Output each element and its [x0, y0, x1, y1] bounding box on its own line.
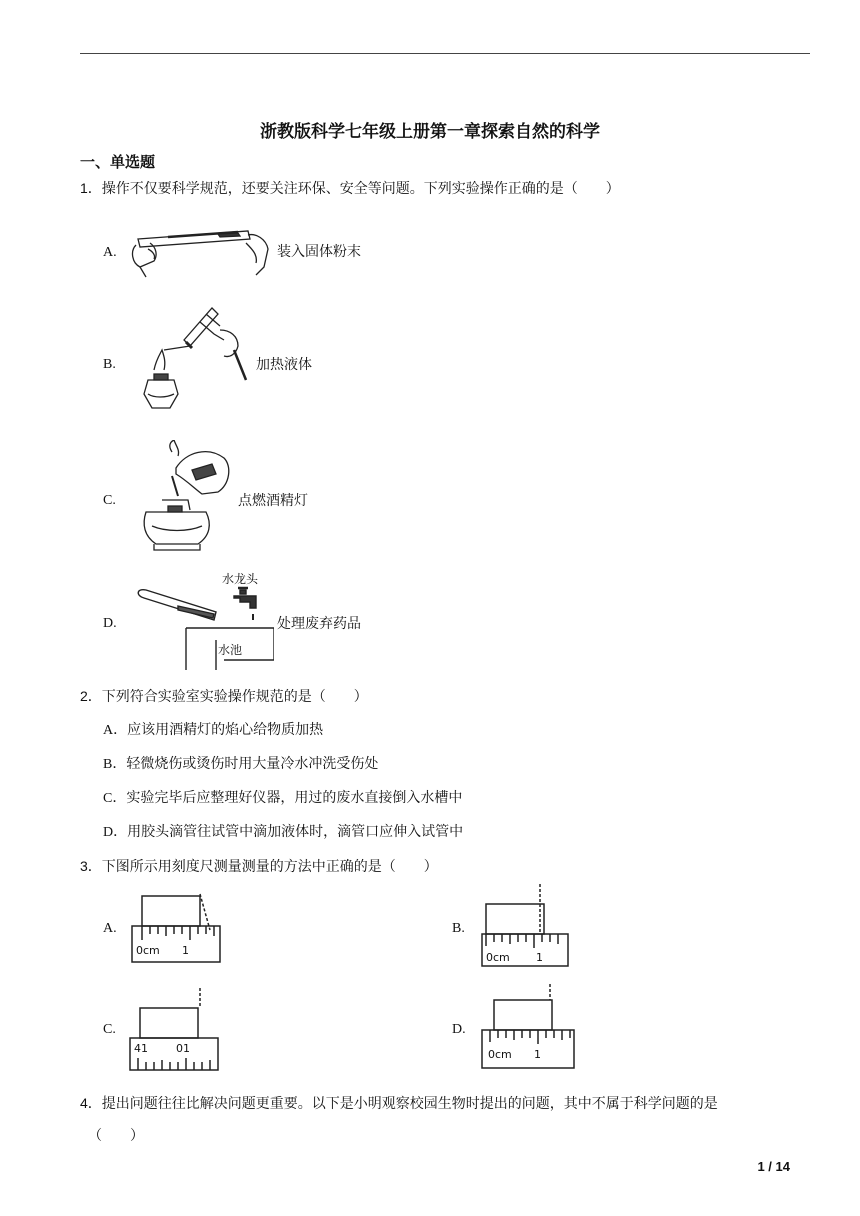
section-heading: 一、单选题	[80, 153, 156, 171]
option-letter: A．	[103, 723, 128, 738]
question-text: 下图所示用刻度尺测量测量的方法中正确的是（ ）	[101, 859, 438, 875]
option-text: 用胶头滴管往试管中滴加液体时，滴管口应伸入试管中	[127, 824, 464, 840]
ruler-mark-label: 1	[536, 951, 543, 964]
question-number: 2．	[80, 688, 102, 704]
ruler-mark-label: 1	[182, 944, 189, 957]
option-letter: A.	[103, 245, 117, 260]
option-text: 轻微烧伤或烫伤时用大量冷水冲洗受伤处	[126, 756, 379, 772]
question-text: 提出问题往往比解决问题更重要。以下是小明观察校园生物时提出的问题，其中不属于科学问题的是	[101, 1096, 718, 1112]
option-text: 实验完毕后应整理好仪器，用过的废水直接倒入水槽中	[126, 790, 463, 806]
option-letter: D.	[103, 616, 117, 631]
ruler-zero-label: 0cm	[488, 1048, 512, 1061]
question-number: 1．	[80, 180, 102, 196]
question-text: 操作不仅要科学规范，还要关注环保、安全等问题。下列实验操作正确的是（ ）	[101, 181, 620, 197]
ruler-mark-label: 1	[534, 1048, 541, 1061]
option-letter: C．	[103, 791, 127, 806]
header-rule	[80, 53, 810, 54]
ruler-option-a-icon	[130, 890, 222, 966]
sink-label: 水池	[218, 643, 243, 657]
option-letter: C.	[103, 493, 116, 508]
option-2a[interactable]	[103, 720, 323, 741]
option-3a[interactable]	[103, 918, 117, 939]
option-3b[interactable]	[452, 918, 465, 939]
option-2c[interactable]	[103, 788, 462, 809]
question-4	[80, 1093, 718, 1114]
option-2b[interactable]	[103, 754, 378, 775]
option-1c[interactable]	[103, 490, 116, 511]
heating-liquid-icon	[134, 300, 254, 415]
option-text: 应该用酒精灯的焰心给物质加热	[127, 722, 324, 738]
option-1b[interactable]	[103, 354, 116, 375]
option-letter: C.	[103, 1022, 116, 1037]
question-number: 4．	[80, 1095, 102, 1111]
test-tube-powder-icon	[128, 215, 276, 279]
option-1d[interactable]	[103, 613, 117, 634]
option-caption: 处理废弃药品	[277, 616, 361, 632]
waste-disposal-icon	[128, 568, 274, 672]
option-2d[interactable]	[103, 822, 463, 843]
question-2	[80, 686, 368, 707]
question-4-paren: （ ）	[88, 1128, 144, 1144]
lighting-alcohol-lamp-icon	[132, 440, 238, 552]
option-3d[interactable]	[452, 1019, 466, 1040]
ruler-zero-label: 0cm	[486, 951, 510, 964]
option-1a[interactable]	[103, 242, 117, 263]
option-letter: D.	[452, 1022, 466, 1037]
ruler-option-c-icon	[128, 988, 220, 1072]
faucet-label: 水龙头	[222, 572, 259, 586]
option-letter: B．	[103, 757, 127, 772]
option-letter: A.	[103, 921, 117, 936]
option-letter: B.	[452, 921, 465, 936]
question-text: 下列符合实验室实验操作规范的是（ ）	[101, 689, 368, 705]
question-1	[80, 178, 620, 199]
page-title: 浙教版科学七年级上册第一章探索自然的科学	[260, 122, 600, 142]
ruler-option-b-icon	[480, 884, 570, 968]
option-caption: 加热液体	[256, 357, 312, 373]
option-caption: 点燃酒精灯	[238, 493, 308, 509]
ruler-option-d-icon	[480, 984, 576, 1072]
page-number: 1 / 14	[757, 1159, 790, 1174]
ruler-mark-label: 01	[176, 1042, 190, 1055]
question-3	[80, 856, 438, 877]
question-number: 3．	[80, 858, 102, 874]
option-letter: B.	[103, 357, 116, 372]
option-letter: D．	[103, 825, 128, 840]
option-3c[interactable]	[103, 1019, 116, 1040]
option-caption: 装入固体粉末	[277, 244, 361, 260]
ruler-zero-label: 41	[134, 1042, 148, 1055]
ruler-zero-label: 0cm	[136, 944, 160, 957]
